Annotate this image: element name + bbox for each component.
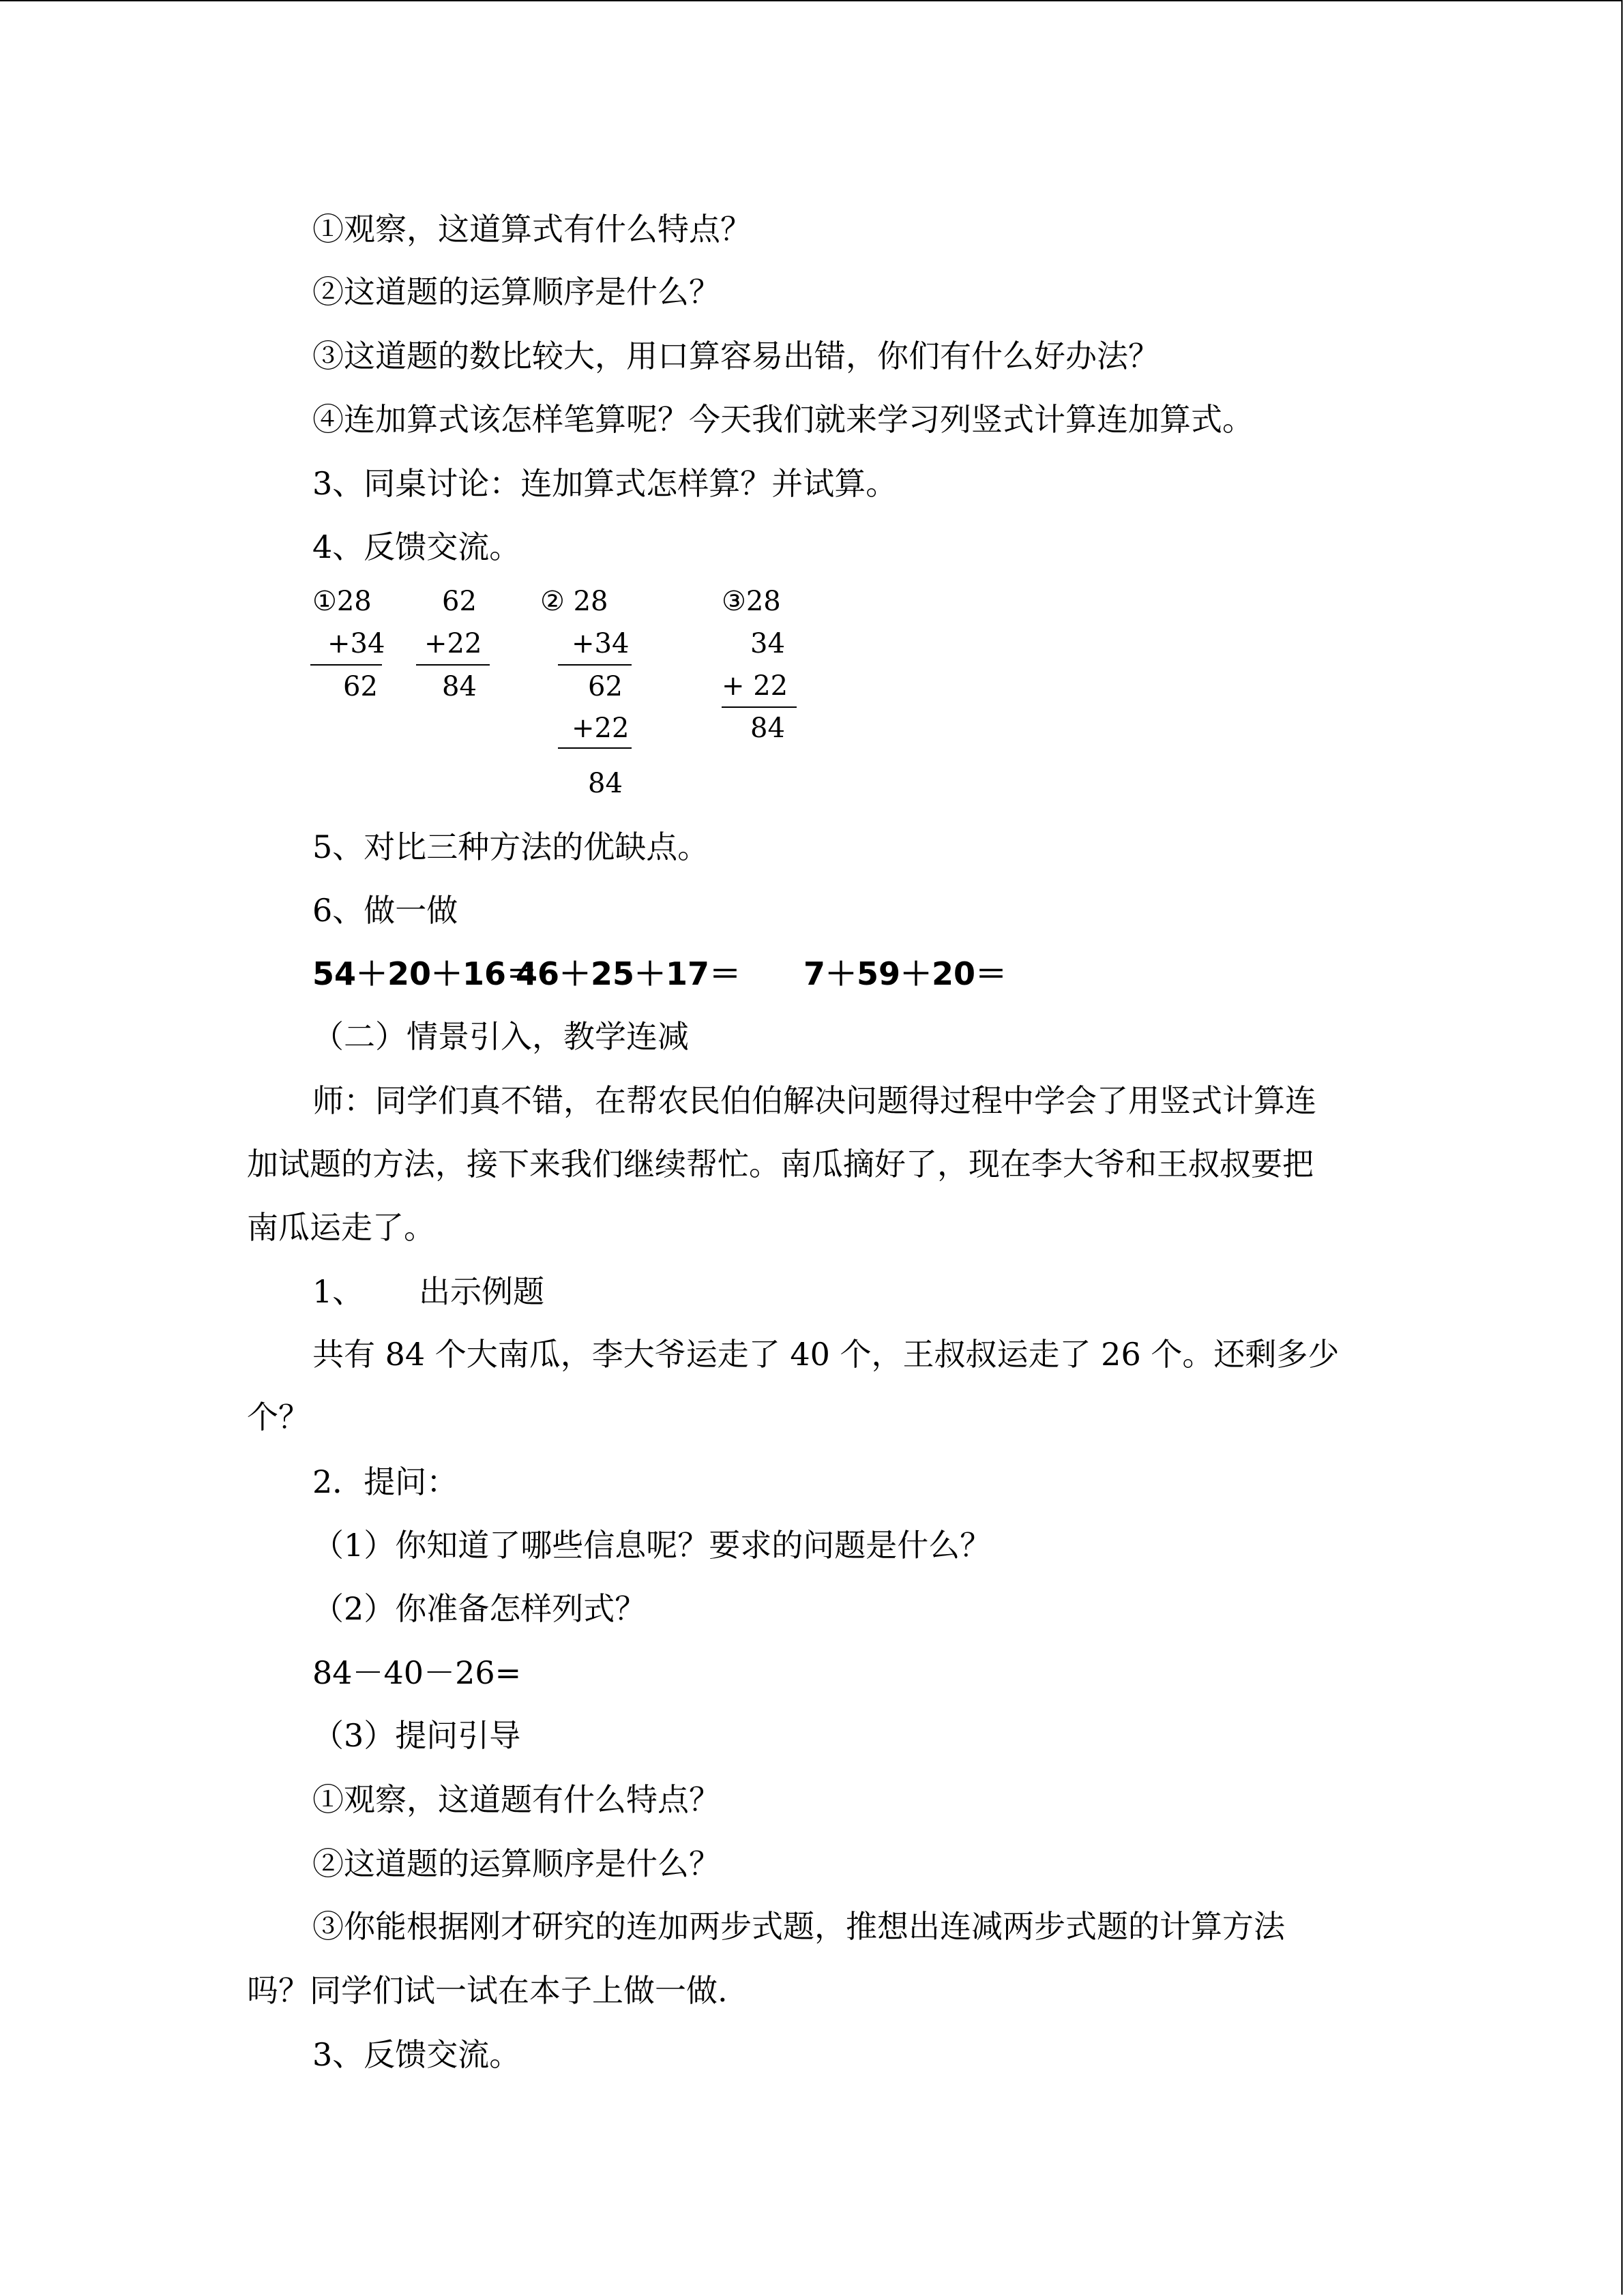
question-2: ②这道题的运算顺序是什么？ — [312, 273, 720, 310]
practice-2: 46＋25＋17＝ — [516, 955, 741, 992]
m1-r2: 84 — [442, 671, 477, 702]
question-3: ③这道题的数比较大，用口算容易出错，你们有什么好办法？ — [312, 338, 1160, 374]
m3-a: ③28 — [722, 586, 781, 617]
step-5: 5、对比三种方法的优缺点。 — [312, 829, 709, 865]
question-1: ①观察，这道算式有什么特点？ — [312, 211, 752, 248]
guide-3-line-1: ③你能根据刚才研究的连加两步式题，推想出连减两步式题的计算方法 — [312, 1908, 1285, 1945]
m2-a: ② 28 — [540, 586, 608, 617]
ask-3: （3）提问引导 — [312, 1717, 521, 1754]
practice-1: 54＋20＋16＝ — [312, 955, 538, 992]
ask-1: （1）你知道了哪些信息呢？要求的问题是什么？ — [312, 1527, 992, 1564]
m1-b: +34 — [327, 628, 385, 659]
m1-a: ①28 — [312, 586, 372, 617]
m3-b: 34 — [750, 628, 785, 659]
m2-b: +34 — [572, 628, 630, 659]
practice-3: 7＋59＋20＝ — [803, 955, 1007, 992]
m1-rule-1 — [310, 664, 382, 666]
m3-rule — [722, 706, 797, 708]
question-4: ④连加算式该怎样笔算呢？今天我们就来学习列竖式计算连加算式。 — [312, 401, 1254, 438]
m1-rule-2 — [416, 664, 490, 666]
m2-c: +22 — [572, 713, 630, 744]
teacher-line-1: 师：同学们真不错，在帮农民伯伯解决问题得过程中学会了用竖式计算连 — [312, 1082, 1316, 1119]
step-6: 6、做一做 — [312, 892, 458, 929]
m2-r2: 84 — [588, 768, 623, 799]
teacher-line-2: 加试题的方法，接下来我们继续帮忙。南瓜摘好了，现在李大爷和王叔叔要把 — [247, 1146, 1314, 1182]
ask-2: （2）你准备怎样列式？ — [312, 1590, 647, 1627]
example-line-1: 共有 84 个大南瓜，李大爷运走了 40 个，王叔叔运走了 26 个。还剩多少 — [312, 1336, 1340, 1373]
ask-heading: 2．提问： — [312, 1463, 458, 1500]
section-heading: （二）情景引入，教学连减 — [312, 1018, 689, 1055]
step-4: 4、反馈交流。 — [312, 528, 521, 565]
formula: 84－40－26= — [312, 1654, 522, 1691]
m1-r1: 62 — [343, 671, 378, 702]
m2-rule-2 — [558, 747, 632, 749]
m2-rule-1 — [558, 664, 632, 666]
guide-1: ①观察，这道题有什么特点？ — [312, 1781, 720, 1818]
step-3-feedback: 3、反馈交流。 — [312, 2036, 521, 2073]
example-line-2: 个？ — [247, 1399, 310, 1435]
step-3: 3、同桌讨论：连加算式怎样算？并试算。 — [312, 465, 898, 502]
teacher-line-3: 南瓜运走了。 — [247, 1209, 435, 1246]
m1-d: +22 — [424, 628, 482, 659]
guide-3-line-2: 吗？同学们试一试在本子上做一做. — [247, 1972, 728, 2009]
guide-2: ②这道题的运算顺序是什么？ — [312, 1845, 720, 1882]
example-number: 1、 — [312, 1273, 364, 1310]
m3-c: + 22 — [722, 670, 788, 702]
example-label: 出示例题 — [419, 1273, 544, 1310]
m1-c: 62 — [442, 586, 477, 617]
m2-r1: 62 — [588, 671, 623, 702]
m3-r: 84 — [750, 713, 785, 744]
